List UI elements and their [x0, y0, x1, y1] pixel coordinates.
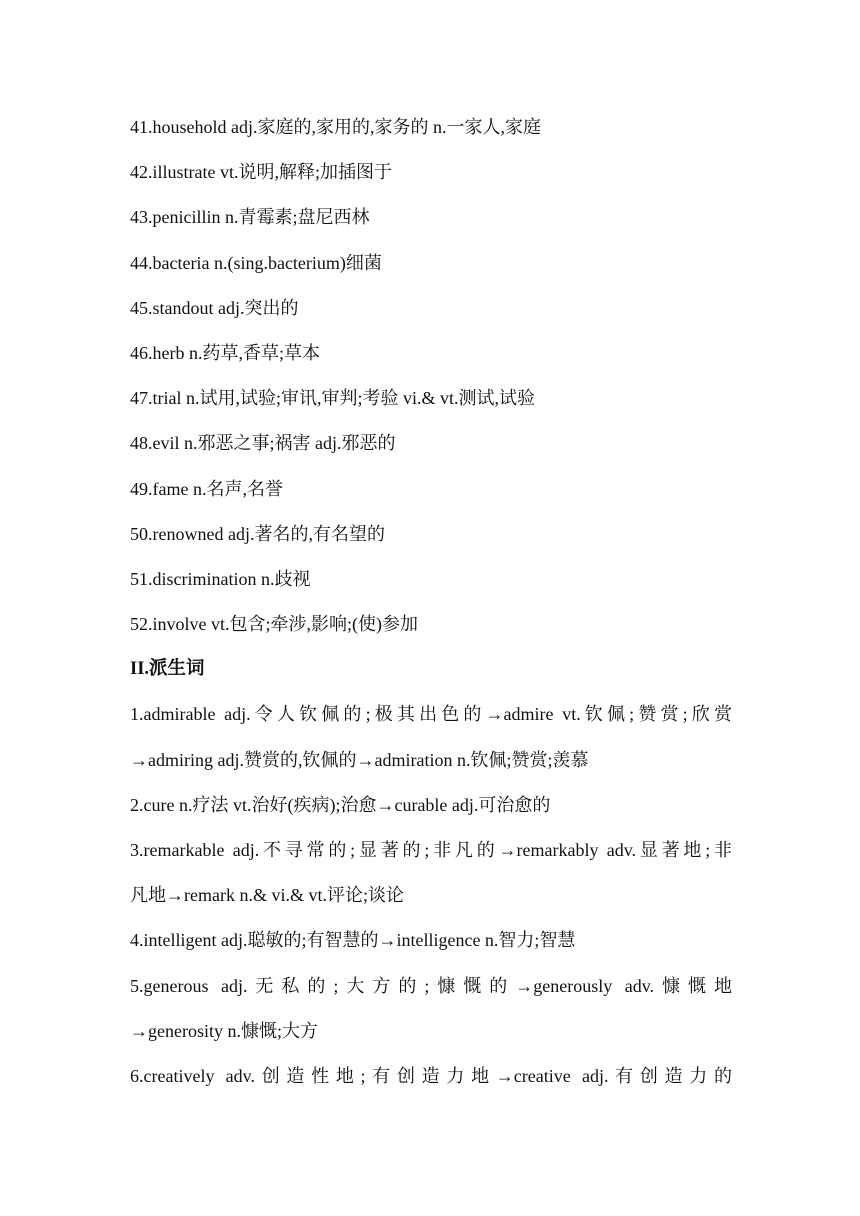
derivative-item-1: 1.admirable adj.令人钦佩的;极其出色的→admire vt.钦佩;赞赏;欣赏 — [130, 704, 732, 725]
derivative-item-4: 4.intelligent adj.聪敏的;有智慧的→intelligence n.智力;智慧 — [130, 930, 576, 951]
derivative-item-5-continued: →generosity n.慷慨;大方 — [130, 1020, 318, 1041]
vocab-item-49: 49.fame n.名声,名誉 — [130, 478, 283, 499]
vocab-item-52: 52.involve vt.包含;牵涉,影响;(使)参加 — [130, 614, 418, 635]
vocab-item-41: 41.household adj.家庭的,家用的,家务的 n.一家人,家庭 — [130, 117, 541, 137]
derivative-item-6: 6.creatively adv.创造性地;有创造力地→creative adj.有创造力的 — [130, 1065, 732, 1086]
vocab-item-43: 43.penicillin n.青霉素;盘尼西林 — [130, 207, 370, 228]
derivative-item-1-continued: →admiring adj.赞赏的,钦佩的→admiration n.钦佩;赞赏;羡慕 — [130, 749, 589, 770]
vocab-item-46: 46.herb n.药草,香草;草本 — [130, 342, 320, 363]
vocab-item-45: 45.standout adj.突出的 — [130, 297, 299, 318]
document-page — [130, 105, 732, 1099]
vocab-item-42: 42.illustrate vt.说明,解释;加插图于 — [130, 162, 392, 183]
vocab-item-48: 48.evil n.邪恶之事;祸害 adj.邪恶的 — [130, 433, 396, 454]
derivative-item-2: 2.cure n.疗法 vt.治好(疾病);治愈→curable adj.可治愈的 — [130, 794, 551, 815]
vocab-item-44: 44.bacteria n.(sing.bacterium)细菌 — [130, 252, 382, 273]
derivative-item-3: 3.remarkable adj.不寻常的;显著的;非凡的→remarkably adv.显著地;非 — [130, 840, 732, 860]
vocab-item-47: 47.trial n.试用,试验;审讯,审判;考验 vi.& vt.测试,试验 — [130, 388, 535, 409]
section-heading-derivatives: II.派生词 — [130, 659, 205, 680]
derivative-item-3-continued: 凡地→remark n.& vi.& vt.评论;谈论 — [130, 885, 404, 906]
vocab-item-51: 51.discrimination n.歧视 — [130, 568, 311, 589]
derivative-item-5: 5.generous adj.无私的;大方的;慷慨的→generously adv.慷慨地 — [130, 975, 732, 996]
vocab-item-50: 50.renowned adj.著名的,有名望的 — [130, 523, 385, 544]
